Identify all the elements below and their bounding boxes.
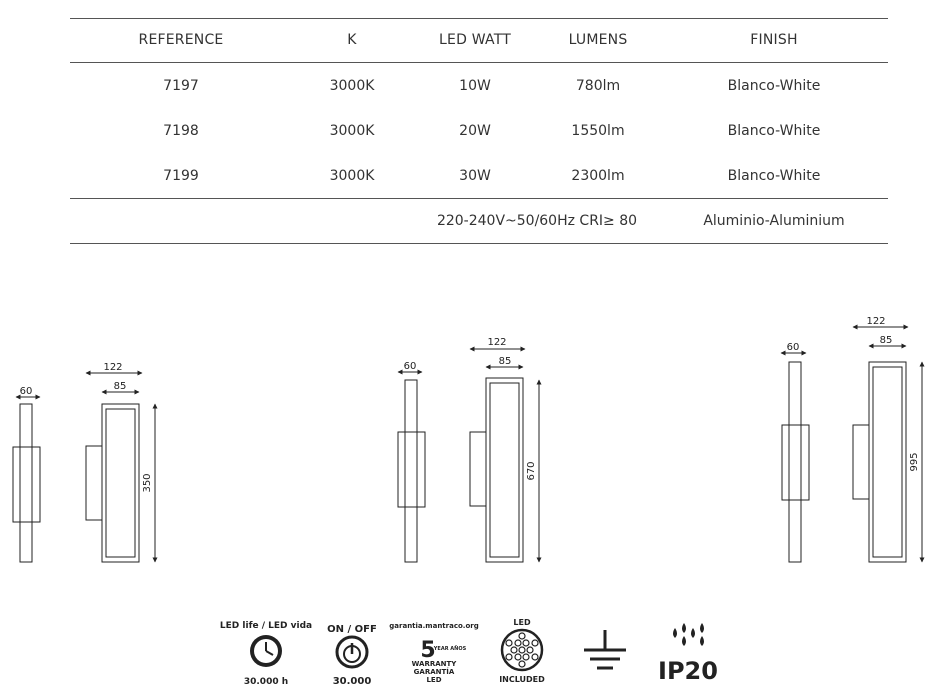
cell-finish: Blanco-White [727,168,821,184]
warranty-line3: LED [426,676,442,684]
side-view-bar [20,404,32,562]
cell-finish: Blanco-White [727,78,821,94]
warranty-years: YEAR AÑOS [433,646,467,652]
warranty-url: garantia.mantraco.org [389,622,479,630]
cell-k: 3000K [329,78,375,94]
cell-k: 3000K [329,168,375,184]
front-view-bracket [470,432,486,506]
cell-reference: 7199 [163,168,199,184]
side-view-bracket [398,432,425,507]
front-view-bracket [853,425,869,499]
footer-finish: Aluminio-Aluminium [703,213,845,229]
led-chip-icon [499,618,545,684]
front-view-lens [490,383,519,557]
dim-label: 85 [498,356,512,367]
header-lumens: LUMENS [568,32,628,48]
cell-k: 3000K [329,123,375,139]
warranty-line2: GARANTÍA [413,668,455,676]
warranty-number: 5 [420,638,436,663]
dim-label: 85 [113,381,127,392]
cell-watt: 20W [459,123,491,139]
cell-reference: 7197 [163,78,199,94]
cell-watt: 30W [459,168,491,184]
warranty-line1: WARRANTY [411,660,457,668]
ip-rating: IP20 [658,657,718,685]
header-reference: REFERENCE [138,32,224,48]
cell-lumens: 780lm [575,78,621,94]
warranty-icon [389,622,478,684]
dim-label: 122 [103,362,123,373]
included-label: INCLUDED [499,675,545,684]
drawing-670 [398,349,539,562]
side-view-bracket [782,425,809,500]
header-k: K [347,32,357,48]
dim-label: 60 [19,386,33,397]
cell-watt: 10W [459,78,491,94]
front-view-lens [873,367,902,557]
header-led-watt: LED WATT [439,32,511,48]
front-view-body [869,362,906,562]
dim-label: 85 [879,335,893,346]
water-drops-icon [673,623,704,646]
dim-label: 60 [403,361,417,372]
cell-lumens: 1550lm [571,123,625,139]
led-life-label: LED life / LED vida [219,621,313,631]
dim-label: 350 [142,473,153,493]
drawing-995 [781,327,922,562]
power-icon [327,624,377,687]
drawing-350 [13,373,155,562]
dim-label: 122 [487,337,507,348]
cell-reference: 7198 [163,123,199,139]
earth-ground-icon [584,630,626,668]
side-view-bracket [13,447,40,522]
dim-label: 122 [866,316,886,327]
dim-label: 670 [526,461,537,481]
on-off-label: ON / OFF [327,624,377,635]
header-finish: FINISH [750,32,798,48]
cell-finish: Blanco-White [727,123,821,139]
front-view-body [486,378,523,562]
dim-label: 60 [786,342,800,353]
side-view-bar [789,362,801,562]
led-life-value: 30.000 h [243,677,289,687]
footer-electrical-spec: 220-240V~50/60Hz CRI≥ 80 [436,213,638,229]
clock-icon [220,621,312,687]
on-off-value: 30.000 [332,676,372,687]
led-label: LED [513,618,531,627]
front-view-bracket [86,446,102,520]
dim-label: 995 [909,452,920,472]
cell-lumens: 2300lm [571,168,625,184]
front-view-body [102,404,139,562]
side-view-bar [405,380,417,562]
front-view-lens [106,409,135,557]
